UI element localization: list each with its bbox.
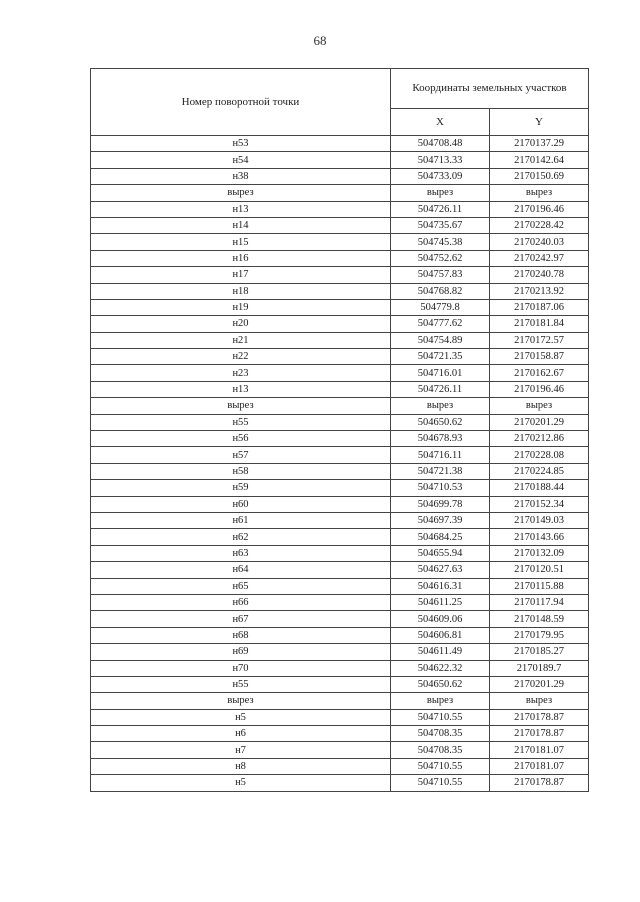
y-cell: 2170187.06 bbox=[490, 299, 589, 315]
x-cell: 504609.06 bbox=[391, 611, 490, 627]
y-cell: 2170142.64 bbox=[490, 152, 589, 168]
y-cell: 2170201.29 bbox=[490, 414, 589, 430]
table-row bbox=[91, 758, 589, 774]
point-cell: вырез bbox=[91, 185, 391, 201]
table-row bbox=[91, 693, 589, 709]
y-cell: 2170137.29 bbox=[490, 136, 589, 152]
table-row bbox=[91, 512, 589, 528]
table-row bbox=[91, 627, 589, 643]
x-cell: 504650.62 bbox=[391, 414, 490, 430]
y-cell: 2170201.29 bbox=[490, 676, 589, 692]
x-cell: 504754.89 bbox=[391, 332, 490, 348]
point-cell: н18 bbox=[91, 283, 391, 299]
header-y: Y bbox=[490, 108, 589, 135]
point-cell: н69 bbox=[91, 644, 391, 660]
y-cell: вырез bbox=[490, 693, 589, 709]
x-cell: 504713.33 bbox=[391, 152, 490, 168]
table-row bbox=[91, 447, 589, 463]
y-cell: 2170178.87 bbox=[490, 709, 589, 725]
table-row bbox=[91, 234, 589, 250]
table-row bbox=[91, 283, 589, 299]
point-cell: вырез bbox=[91, 693, 391, 709]
table-row bbox=[91, 676, 589, 692]
x-cell: 504710.55 bbox=[391, 758, 490, 774]
x-cell: 504768.82 bbox=[391, 283, 490, 299]
table-row bbox=[91, 381, 589, 397]
point-cell: н15 bbox=[91, 234, 391, 250]
table-row bbox=[91, 660, 589, 676]
y-cell: 2170132.09 bbox=[490, 545, 589, 561]
x-cell: 504721.38 bbox=[391, 463, 490, 479]
point-cell: н22 bbox=[91, 349, 391, 365]
x-cell: 504627.63 bbox=[391, 562, 490, 578]
y-cell: 2170179.95 bbox=[490, 627, 589, 643]
x-cell: 504708.35 bbox=[391, 726, 490, 742]
x-cell: 504678.93 bbox=[391, 431, 490, 447]
y-cell: 2170172.57 bbox=[490, 332, 589, 348]
point-cell: н68 bbox=[91, 627, 391, 643]
point-cell: н70 bbox=[91, 660, 391, 676]
point-cell: н56 bbox=[91, 431, 391, 447]
x-cell: 504650.62 bbox=[391, 676, 490, 692]
y-cell: 2170185.27 bbox=[490, 644, 589, 660]
point-cell: н53 bbox=[91, 136, 391, 152]
point-cell: н5 bbox=[91, 775, 391, 791]
table-row bbox=[91, 545, 589, 561]
table-row bbox=[91, 136, 589, 152]
header-point-number: Номер поворотной точки bbox=[91, 69, 391, 136]
point-cell: н61 bbox=[91, 512, 391, 528]
x-cell: 504611.25 bbox=[391, 594, 490, 610]
header-x: X bbox=[391, 108, 490, 135]
x-cell: 504757.83 bbox=[391, 267, 490, 283]
point-cell: н66 bbox=[91, 594, 391, 610]
y-cell: вырез bbox=[490, 185, 589, 201]
point-cell: н67 bbox=[91, 611, 391, 627]
point-cell: н21 bbox=[91, 332, 391, 348]
table-row bbox=[91, 611, 589, 627]
table-row bbox=[91, 168, 589, 184]
table-row bbox=[91, 201, 589, 217]
y-cell: 2170117.94 bbox=[490, 594, 589, 610]
point-cell: н20 bbox=[91, 316, 391, 332]
table-row bbox=[91, 299, 589, 315]
table-row bbox=[91, 775, 589, 791]
x-cell: 504777.62 bbox=[391, 316, 490, 332]
y-cell: 2170240.03 bbox=[490, 234, 589, 250]
point-cell: н14 bbox=[91, 217, 391, 233]
x-cell: 504606.81 bbox=[391, 627, 490, 643]
y-cell: 2170152.34 bbox=[490, 496, 589, 512]
y-cell: 2170120.51 bbox=[490, 562, 589, 578]
point-cell: н5 bbox=[91, 709, 391, 725]
x-cell: 504726.11 bbox=[391, 381, 490, 397]
coordinates-table bbox=[90, 68, 589, 792]
point-cell: н58 bbox=[91, 463, 391, 479]
y-cell: 2170212.86 bbox=[490, 431, 589, 447]
y-cell: 2170178.87 bbox=[490, 726, 589, 742]
point-cell: н13 bbox=[91, 201, 391, 217]
y-cell: 2170158.87 bbox=[490, 349, 589, 365]
x-cell: 504716.11 bbox=[391, 447, 490, 463]
point-cell: н13 bbox=[91, 381, 391, 397]
table-row bbox=[91, 431, 589, 447]
table-row bbox=[91, 496, 589, 512]
point-cell: н8 bbox=[91, 758, 391, 774]
y-cell: 2170189.7 bbox=[490, 660, 589, 676]
x-cell: вырез bbox=[391, 185, 490, 201]
point-cell: н17 bbox=[91, 267, 391, 283]
page-number: 68 bbox=[313, 33, 327, 48]
table-row bbox=[91, 709, 589, 725]
y-cell: 2170228.08 bbox=[490, 447, 589, 463]
x-cell: 504710.55 bbox=[391, 709, 490, 725]
x-cell: 504708.48 bbox=[391, 136, 490, 152]
x-cell: 504726.11 bbox=[391, 201, 490, 217]
y-cell: 2170213.92 bbox=[490, 283, 589, 299]
x-cell: 504779.8 bbox=[391, 299, 490, 315]
x-cell: 504697.39 bbox=[391, 512, 490, 528]
x-cell: 504655.94 bbox=[391, 545, 490, 561]
y-cell: 2170181.84 bbox=[490, 316, 589, 332]
x-cell: 504710.53 bbox=[391, 480, 490, 496]
y-cell: 2170188.44 bbox=[490, 480, 589, 496]
point-cell: н19 bbox=[91, 299, 391, 315]
y-cell: 2170150.69 bbox=[490, 168, 589, 184]
point-cell: н54 bbox=[91, 152, 391, 168]
y-cell: 2170196.46 bbox=[490, 201, 589, 217]
point-cell: н38 bbox=[91, 168, 391, 184]
point-cell: н23 bbox=[91, 365, 391, 381]
x-cell: 504611.49 bbox=[391, 644, 490, 660]
x-cell: 504708.35 bbox=[391, 742, 490, 758]
table-row bbox=[91, 316, 589, 332]
y-cell: 2170228.42 bbox=[490, 217, 589, 233]
y-cell: 2170115.88 bbox=[490, 578, 589, 594]
table-row bbox=[91, 414, 589, 430]
table-row bbox=[91, 480, 589, 496]
table-row bbox=[91, 332, 589, 348]
y-cell: 2170143.66 bbox=[490, 529, 589, 545]
y-cell: 2170148.59 bbox=[490, 611, 589, 627]
x-cell: 504735.67 bbox=[391, 217, 490, 233]
x-cell: 504622.32 bbox=[391, 660, 490, 676]
table-row bbox=[91, 562, 589, 578]
x-cell: вырез bbox=[391, 398, 490, 414]
table-row bbox=[91, 578, 589, 594]
table-row bbox=[91, 726, 589, 742]
y-cell: 2170242.97 bbox=[490, 250, 589, 266]
point-cell: н65 bbox=[91, 578, 391, 594]
x-cell: 504752.62 bbox=[391, 250, 490, 266]
table-row bbox=[91, 217, 589, 233]
point-cell: вырез bbox=[91, 398, 391, 414]
point-cell: н63 bbox=[91, 545, 391, 561]
y-cell: 2170181.07 bbox=[490, 758, 589, 774]
point-cell: н55 bbox=[91, 414, 391, 430]
x-cell: 504733.09 bbox=[391, 168, 490, 184]
y-cell: 2170196.46 bbox=[490, 381, 589, 397]
table-row bbox=[91, 152, 589, 168]
table-body bbox=[91, 136, 589, 792]
y-cell: 2170178.87 bbox=[490, 775, 589, 791]
table-row bbox=[91, 185, 589, 201]
point-cell: н60 bbox=[91, 496, 391, 512]
table-row bbox=[91, 742, 589, 758]
x-cell: 504716.01 bbox=[391, 365, 490, 381]
x-cell: 504745.38 bbox=[391, 234, 490, 250]
x-cell: 504721.35 bbox=[391, 349, 490, 365]
y-cell: 2170240.78 bbox=[490, 267, 589, 283]
point-cell: н57 bbox=[91, 447, 391, 463]
table-row bbox=[91, 644, 589, 660]
y-cell: 2170162.67 bbox=[490, 365, 589, 381]
y-cell: вырез bbox=[490, 398, 589, 414]
table-row bbox=[91, 463, 589, 479]
x-cell: вырез bbox=[391, 693, 490, 709]
table-row bbox=[91, 529, 589, 545]
table-row bbox=[91, 349, 589, 365]
point-cell: н7 bbox=[91, 742, 391, 758]
table-row bbox=[91, 594, 589, 610]
y-cell: 2170224.85 bbox=[490, 463, 589, 479]
table-row bbox=[91, 250, 589, 266]
point-cell: н16 bbox=[91, 250, 391, 266]
table-row bbox=[91, 398, 589, 414]
point-cell: н6 bbox=[91, 726, 391, 742]
point-cell: н62 bbox=[91, 529, 391, 545]
y-cell: 2170181.07 bbox=[490, 742, 589, 758]
point-cell: н55 bbox=[91, 676, 391, 692]
x-cell: 504684.25 bbox=[391, 529, 490, 545]
table-row bbox=[91, 267, 589, 283]
x-cell: 504710.55 bbox=[391, 775, 490, 791]
point-cell: н64 bbox=[91, 562, 391, 578]
x-cell: 504699.78 bbox=[391, 496, 490, 512]
table-row bbox=[91, 365, 589, 381]
y-cell: 2170149.03 bbox=[490, 512, 589, 528]
header-coordinates: Координаты земельных участков bbox=[391, 69, 589, 109]
x-cell: 504616.31 bbox=[391, 578, 490, 594]
point-cell: н59 bbox=[91, 480, 391, 496]
